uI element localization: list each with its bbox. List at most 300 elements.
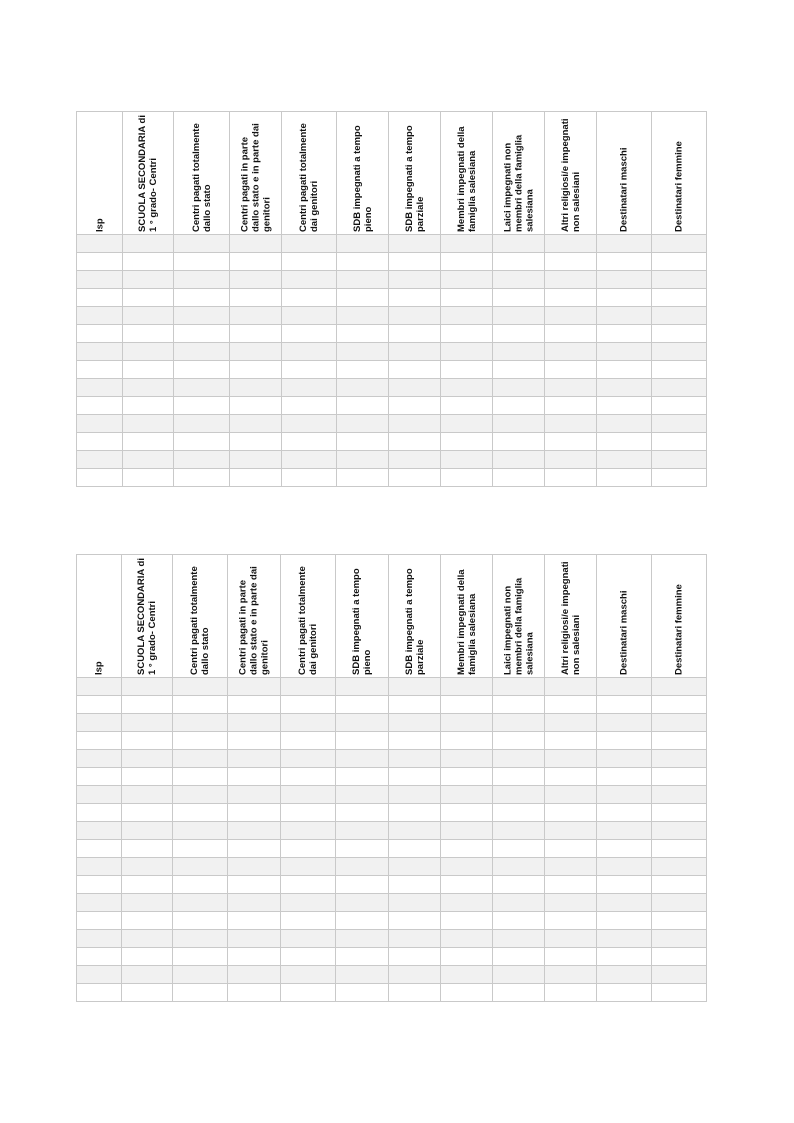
table-cell[interactable] — [441, 696, 493, 714]
table-cell[interactable] — [173, 876, 228, 894]
table-cell[interactable] — [441, 804, 493, 822]
table-cell[interactable] — [336, 786, 389, 804]
table-cell[interactable] — [77, 714, 122, 732]
table-cell[interactable] — [652, 325, 707, 343]
table-cell[interactable] — [652, 469, 707, 487]
table-cell[interactable] — [230, 271, 282, 289]
table-cell[interactable] — [545, 732, 597, 750]
table-cell[interactable] — [173, 732, 228, 750]
table-cell[interactable] — [597, 289, 652, 307]
table-cell[interactable] — [545, 361, 597, 379]
table-cell[interactable] — [337, 469, 389, 487]
table-cell[interactable] — [336, 840, 389, 858]
table-cell[interactable] — [493, 714, 545, 732]
table-cell[interactable] — [597, 858, 652, 876]
table-cell[interactable] — [389, 451, 441, 469]
table-cell[interactable] — [545, 768, 597, 786]
table-cell[interactable] — [493, 984, 545, 1002]
table-cell[interactable] — [174, 379, 230, 397]
table-cell[interactable] — [77, 379, 123, 397]
table-cell[interactable] — [545, 822, 597, 840]
table-cell[interactable] — [389, 912, 441, 930]
table-cell[interactable] — [281, 678, 336, 696]
table-cell[interactable] — [441, 307, 493, 325]
table-cell[interactable] — [281, 966, 336, 984]
table-cell[interactable] — [493, 840, 545, 858]
table-cell[interactable] — [281, 840, 336, 858]
table-cell[interactable] — [441, 768, 493, 786]
table-cell[interactable] — [336, 894, 389, 912]
table-cell[interactable] — [389, 433, 441, 451]
table-cell[interactable] — [77, 469, 123, 487]
table-cell[interactable] — [597, 271, 652, 289]
table-cell[interactable] — [389, 325, 441, 343]
table-cell[interactable] — [228, 732, 281, 750]
table-cell[interactable] — [652, 822, 707, 840]
table-cell[interactable] — [441, 786, 493, 804]
table-cell[interactable] — [652, 858, 707, 876]
table-cell[interactable] — [389, 379, 441, 397]
table-cell[interactable] — [122, 912, 173, 930]
table-cell[interactable] — [77, 984, 122, 1002]
table-cell[interactable] — [282, 253, 337, 271]
table-cell[interactable] — [545, 984, 597, 1002]
table-cell[interactable] — [441, 912, 493, 930]
table-cell[interactable] — [336, 930, 389, 948]
table-cell[interactable] — [597, 235, 652, 253]
table-cell[interactable] — [282, 433, 337, 451]
table-cell[interactable] — [122, 750, 173, 768]
table-cell[interactable] — [173, 714, 228, 732]
table-cell[interactable] — [493, 343, 545, 361]
table-cell[interactable] — [389, 361, 441, 379]
table-cell[interactable] — [336, 858, 389, 876]
table-cell[interactable] — [545, 397, 597, 415]
table-cell[interactable] — [174, 451, 230, 469]
table-cell[interactable] — [597, 804, 652, 822]
table-cell[interactable] — [597, 750, 652, 768]
table-cell[interactable] — [122, 876, 173, 894]
table-cell[interactable] — [389, 948, 441, 966]
table-cell[interactable] — [441, 433, 493, 451]
table-cell[interactable] — [281, 768, 336, 786]
table-cell[interactable] — [77, 786, 122, 804]
table-cell[interactable] — [493, 397, 545, 415]
table-cell[interactable] — [493, 768, 545, 786]
table-cell[interactable] — [389, 822, 441, 840]
table-cell[interactable] — [337, 325, 389, 343]
table-cell[interactable] — [652, 894, 707, 912]
table-cell[interactable] — [173, 678, 228, 696]
table-cell[interactable] — [282, 415, 337, 433]
table-cell[interactable] — [389, 343, 441, 361]
table-cell[interactable] — [77, 343, 123, 361]
table-cell[interactable] — [597, 786, 652, 804]
table-cell[interactable] — [174, 469, 230, 487]
table-cell[interactable] — [545, 696, 597, 714]
table-cell[interactable] — [545, 930, 597, 948]
table-cell[interactable] — [597, 433, 652, 451]
table-cell[interactable] — [122, 984, 173, 1002]
table-cell[interactable] — [545, 307, 597, 325]
table-cell[interactable] — [282, 325, 337, 343]
table-cell[interactable] — [597, 343, 652, 361]
table-cell[interactable] — [545, 966, 597, 984]
table-cell[interactable] — [441, 840, 493, 858]
table-cell[interactable] — [336, 714, 389, 732]
table-cell[interactable] — [173, 696, 228, 714]
table-cell[interactable] — [174, 271, 230, 289]
table-cell[interactable] — [77, 750, 122, 768]
table-cell[interactable] — [123, 307, 174, 325]
table-cell[interactable] — [493, 912, 545, 930]
table-cell[interactable] — [122, 804, 173, 822]
table-cell[interactable] — [652, 714, 707, 732]
table-cell[interactable] — [597, 696, 652, 714]
table-cell[interactable] — [597, 253, 652, 271]
table-cell[interactable] — [77, 804, 122, 822]
table-cell[interactable] — [282, 361, 337, 379]
table-cell[interactable] — [228, 822, 281, 840]
table-cell[interactable] — [652, 433, 707, 451]
table-cell[interactable] — [337, 397, 389, 415]
table-cell[interactable] — [597, 361, 652, 379]
table-cell[interactable] — [228, 678, 281, 696]
table-cell[interactable] — [174, 289, 230, 307]
table-cell[interactable] — [337, 253, 389, 271]
table-cell[interactable] — [337, 343, 389, 361]
table-cell[interactable] — [545, 271, 597, 289]
table-cell[interactable] — [545, 840, 597, 858]
table-cell[interactable] — [389, 894, 441, 912]
table-cell[interactable] — [77, 235, 123, 253]
table-cell[interactable] — [77, 876, 122, 894]
table-cell[interactable] — [597, 325, 652, 343]
table-cell[interactable] — [597, 984, 652, 1002]
table-cell[interactable] — [389, 732, 441, 750]
table-cell[interactable] — [493, 361, 545, 379]
table-cell[interactable] — [493, 876, 545, 894]
table-cell[interactable] — [173, 912, 228, 930]
table-cell[interactable] — [597, 714, 652, 732]
table-cell[interactable] — [652, 678, 707, 696]
table-cell[interactable] — [77, 696, 122, 714]
table-cell[interactable] — [230, 433, 282, 451]
table-cell[interactable] — [122, 822, 173, 840]
table-cell[interactable] — [597, 876, 652, 894]
table-cell[interactable] — [336, 696, 389, 714]
table-cell[interactable] — [493, 786, 545, 804]
table-cell[interactable] — [597, 451, 652, 469]
table-cell[interactable] — [441, 343, 493, 361]
table-cell[interactable] — [230, 451, 282, 469]
table-cell[interactable] — [652, 397, 707, 415]
table-cell[interactable] — [652, 966, 707, 984]
table-cell[interactable] — [174, 397, 230, 415]
table-cell[interactable] — [77, 822, 122, 840]
table-cell[interactable] — [336, 948, 389, 966]
table-cell[interactable] — [337, 361, 389, 379]
table-cell[interactable] — [545, 343, 597, 361]
table-cell[interactable] — [441, 361, 493, 379]
table-cell[interactable] — [281, 984, 336, 1002]
table-cell[interactable] — [545, 379, 597, 397]
table-cell[interactable] — [652, 786, 707, 804]
table-cell[interactable] — [441, 289, 493, 307]
table-cell[interactable] — [545, 325, 597, 343]
table-cell[interactable] — [389, 966, 441, 984]
table-cell[interactable] — [230, 253, 282, 271]
table-cell[interactable] — [174, 361, 230, 379]
table-cell[interactable] — [493, 696, 545, 714]
table-cell[interactable] — [77, 271, 123, 289]
table-cell[interactable] — [336, 876, 389, 894]
table-cell[interactable] — [230, 397, 282, 415]
table-cell[interactable] — [230, 325, 282, 343]
table-cell[interactable] — [174, 343, 230, 361]
table-cell[interactable] — [173, 822, 228, 840]
table-cell[interactable] — [122, 840, 173, 858]
table-cell[interactable] — [281, 912, 336, 930]
table-cell[interactable] — [337, 307, 389, 325]
table-cell[interactable] — [493, 253, 545, 271]
table-cell[interactable] — [597, 732, 652, 750]
table-cell[interactable] — [281, 930, 336, 948]
table-cell[interactable] — [389, 768, 441, 786]
table-cell[interactable] — [389, 271, 441, 289]
table-cell[interactable] — [282, 469, 337, 487]
table-cell[interactable] — [228, 930, 281, 948]
table-cell[interactable] — [122, 678, 173, 696]
table-cell[interactable] — [493, 415, 545, 433]
table-cell[interactable] — [493, 894, 545, 912]
table-cell[interactable] — [123, 433, 174, 451]
table-cell[interactable] — [173, 894, 228, 912]
table-cell[interactable] — [282, 451, 337, 469]
table-cell[interactable] — [228, 912, 281, 930]
table-cell[interactable] — [228, 876, 281, 894]
table-cell[interactable] — [493, 433, 545, 451]
table-cell[interactable] — [652, 930, 707, 948]
table-cell[interactable] — [174, 235, 230, 253]
table-cell[interactable] — [597, 379, 652, 397]
table-cell[interactable] — [336, 750, 389, 768]
table-cell[interactable] — [389, 415, 441, 433]
table-cell[interactable] — [122, 966, 173, 984]
table-cell[interactable] — [545, 433, 597, 451]
table-cell[interactable] — [174, 253, 230, 271]
table-cell[interactable] — [597, 307, 652, 325]
table-cell[interactable] — [122, 696, 173, 714]
table-cell[interactable] — [441, 966, 493, 984]
table-cell[interactable] — [652, 912, 707, 930]
table-cell[interactable] — [281, 876, 336, 894]
table-cell[interactable] — [441, 732, 493, 750]
table-cell[interactable] — [389, 930, 441, 948]
table-cell[interactable] — [281, 804, 336, 822]
table-cell[interactable] — [441, 678, 493, 696]
table-cell[interactable] — [230, 415, 282, 433]
table-cell[interactable] — [652, 289, 707, 307]
table-cell[interactable] — [389, 397, 441, 415]
table-cell[interactable] — [389, 307, 441, 325]
table-cell[interactable] — [228, 894, 281, 912]
table-cell[interactable] — [337, 451, 389, 469]
table-cell[interactable] — [493, 822, 545, 840]
table-cell[interactable] — [281, 696, 336, 714]
table-cell[interactable] — [652, 804, 707, 822]
table-cell[interactable] — [652, 984, 707, 1002]
table-cell[interactable] — [228, 768, 281, 786]
table-cell[interactable] — [282, 271, 337, 289]
table-cell[interactable] — [228, 858, 281, 876]
table-cell[interactable] — [652, 379, 707, 397]
table-cell[interactable] — [77, 397, 123, 415]
table-cell[interactable] — [441, 253, 493, 271]
table-cell[interactable] — [173, 966, 228, 984]
table-cell[interactable] — [336, 984, 389, 1002]
table-cell[interactable] — [389, 750, 441, 768]
table-cell[interactable] — [77, 415, 123, 433]
table-cell[interactable] — [228, 966, 281, 984]
table-cell[interactable] — [282, 397, 337, 415]
table-cell[interactable] — [174, 433, 230, 451]
table-cell[interactable] — [493, 930, 545, 948]
table-cell[interactable] — [173, 804, 228, 822]
table-cell[interactable] — [545, 253, 597, 271]
table-cell[interactable] — [282, 307, 337, 325]
table-cell[interactable] — [493, 750, 545, 768]
table-cell[interactable] — [545, 894, 597, 912]
table-cell[interactable] — [281, 786, 336, 804]
table-cell[interactable] — [597, 894, 652, 912]
table-cell[interactable] — [77, 289, 123, 307]
table-cell[interactable] — [652, 840, 707, 858]
table-cell[interactable] — [281, 822, 336, 840]
table-cell[interactable] — [441, 379, 493, 397]
table-cell[interactable] — [337, 379, 389, 397]
table-cell[interactable] — [389, 840, 441, 858]
table-cell[interactable] — [545, 912, 597, 930]
table-cell[interactable] — [545, 948, 597, 966]
table-cell[interactable] — [123, 289, 174, 307]
table-cell[interactable] — [652, 415, 707, 433]
table-cell[interactable] — [545, 289, 597, 307]
table-cell[interactable] — [122, 894, 173, 912]
table-cell[interactable] — [652, 876, 707, 894]
table-cell[interactable] — [230, 379, 282, 397]
table-cell[interactable] — [597, 912, 652, 930]
table-cell[interactable] — [228, 804, 281, 822]
table-cell[interactable] — [282, 289, 337, 307]
table-cell[interactable] — [122, 858, 173, 876]
table-cell[interactable] — [77, 325, 123, 343]
table-cell[interactable] — [545, 858, 597, 876]
table-cell[interactable] — [441, 451, 493, 469]
table-cell[interactable] — [441, 858, 493, 876]
table-cell[interactable] — [123, 325, 174, 343]
table-cell[interactable] — [336, 966, 389, 984]
table-cell[interactable] — [389, 786, 441, 804]
table-cell[interactable] — [493, 307, 545, 325]
table-cell[interactable] — [652, 750, 707, 768]
table-cell[interactable] — [228, 750, 281, 768]
table-cell[interactable] — [336, 732, 389, 750]
table-cell[interactable] — [652, 235, 707, 253]
table-cell[interactable] — [493, 678, 545, 696]
table-cell[interactable] — [230, 361, 282, 379]
table-cell[interactable] — [337, 433, 389, 451]
table-cell[interactable] — [122, 930, 173, 948]
table-cell[interactable] — [337, 235, 389, 253]
table-cell[interactable] — [441, 325, 493, 343]
table-cell[interactable] — [441, 235, 493, 253]
table-cell[interactable] — [173, 930, 228, 948]
table-cell[interactable] — [228, 786, 281, 804]
table-cell[interactable] — [441, 415, 493, 433]
table-cell[interactable] — [123, 253, 174, 271]
table-cell[interactable] — [173, 858, 228, 876]
table-cell[interactable] — [493, 469, 545, 487]
table-cell[interactable] — [173, 768, 228, 786]
table-cell[interactable] — [545, 451, 597, 469]
table-cell[interactable] — [337, 271, 389, 289]
table-cell[interactable] — [173, 984, 228, 1002]
table-cell[interactable] — [493, 451, 545, 469]
table-cell[interactable] — [281, 948, 336, 966]
table-cell[interactable] — [336, 912, 389, 930]
table-cell[interactable] — [493, 732, 545, 750]
table-cell[interactable] — [77, 433, 123, 451]
table-cell[interactable] — [493, 289, 545, 307]
table-cell[interactable] — [545, 415, 597, 433]
table-cell[interactable] — [545, 469, 597, 487]
table-cell[interactable] — [389, 235, 441, 253]
table-cell[interactable] — [389, 253, 441, 271]
table-cell[interactable] — [230, 343, 282, 361]
table-cell[interactable] — [389, 804, 441, 822]
table-cell[interactable] — [652, 732, 707, 750]
table-cell[interactable] — [228, 840, 281, 858]
table-cell[interactable] — [337, 289, 389, 307]
table-cell[interactable] — [652, 696, 707, 714]
table-cell[interactable] — [77, 253, 123, 271]
table-cell[interactable] — [123, 379, 174, 397]
table-cell[interactable] — [652, 451, 707, 469]
table-cell[interactable] — [173, 750, 228, 768]
table-cell[interactable] — [77, 948, 122, 966]
table-cell[interactable] — [77, 858, 122, 876]
table-cell[interactable] — [77, 768, 122, 786]
table-cell[interactable] — [597, 397, 652, 415]
table-cell[interactable] — [173, 840, 228, 858]
table-cell[interactable] — [389, 714, 441, 732]
table-cell[interactable] — [174, 415, 230, 433]
table-cell[interactable] — [493, 966, 545, 984]
table-cell[interactable] — [230, 235, 282, 253]
table-cell[interactable] — [493, 804, 545, 822]
table-cell[interactable] — [228, 948, 281, 966]
table-cell[interactable] — [545, 714, 597, 732]
table-cell[interactable] — [545, 235, 597, 253]
table-cell[interactable] — [123, 271, 174, 289]
table-cell[interactable] — [441, 984, 493, 1002]
table-cell[interactable] — [545, 750, 597, 768]
table-cell[interactable] — [122, 714, 173, 732]
table-cell[interactable] — [597, 840, 652, 858]
table-cell[interactable] — [652, 768, 707, 786]
table-cell[interactable] — [441, 894, 493, 912]
